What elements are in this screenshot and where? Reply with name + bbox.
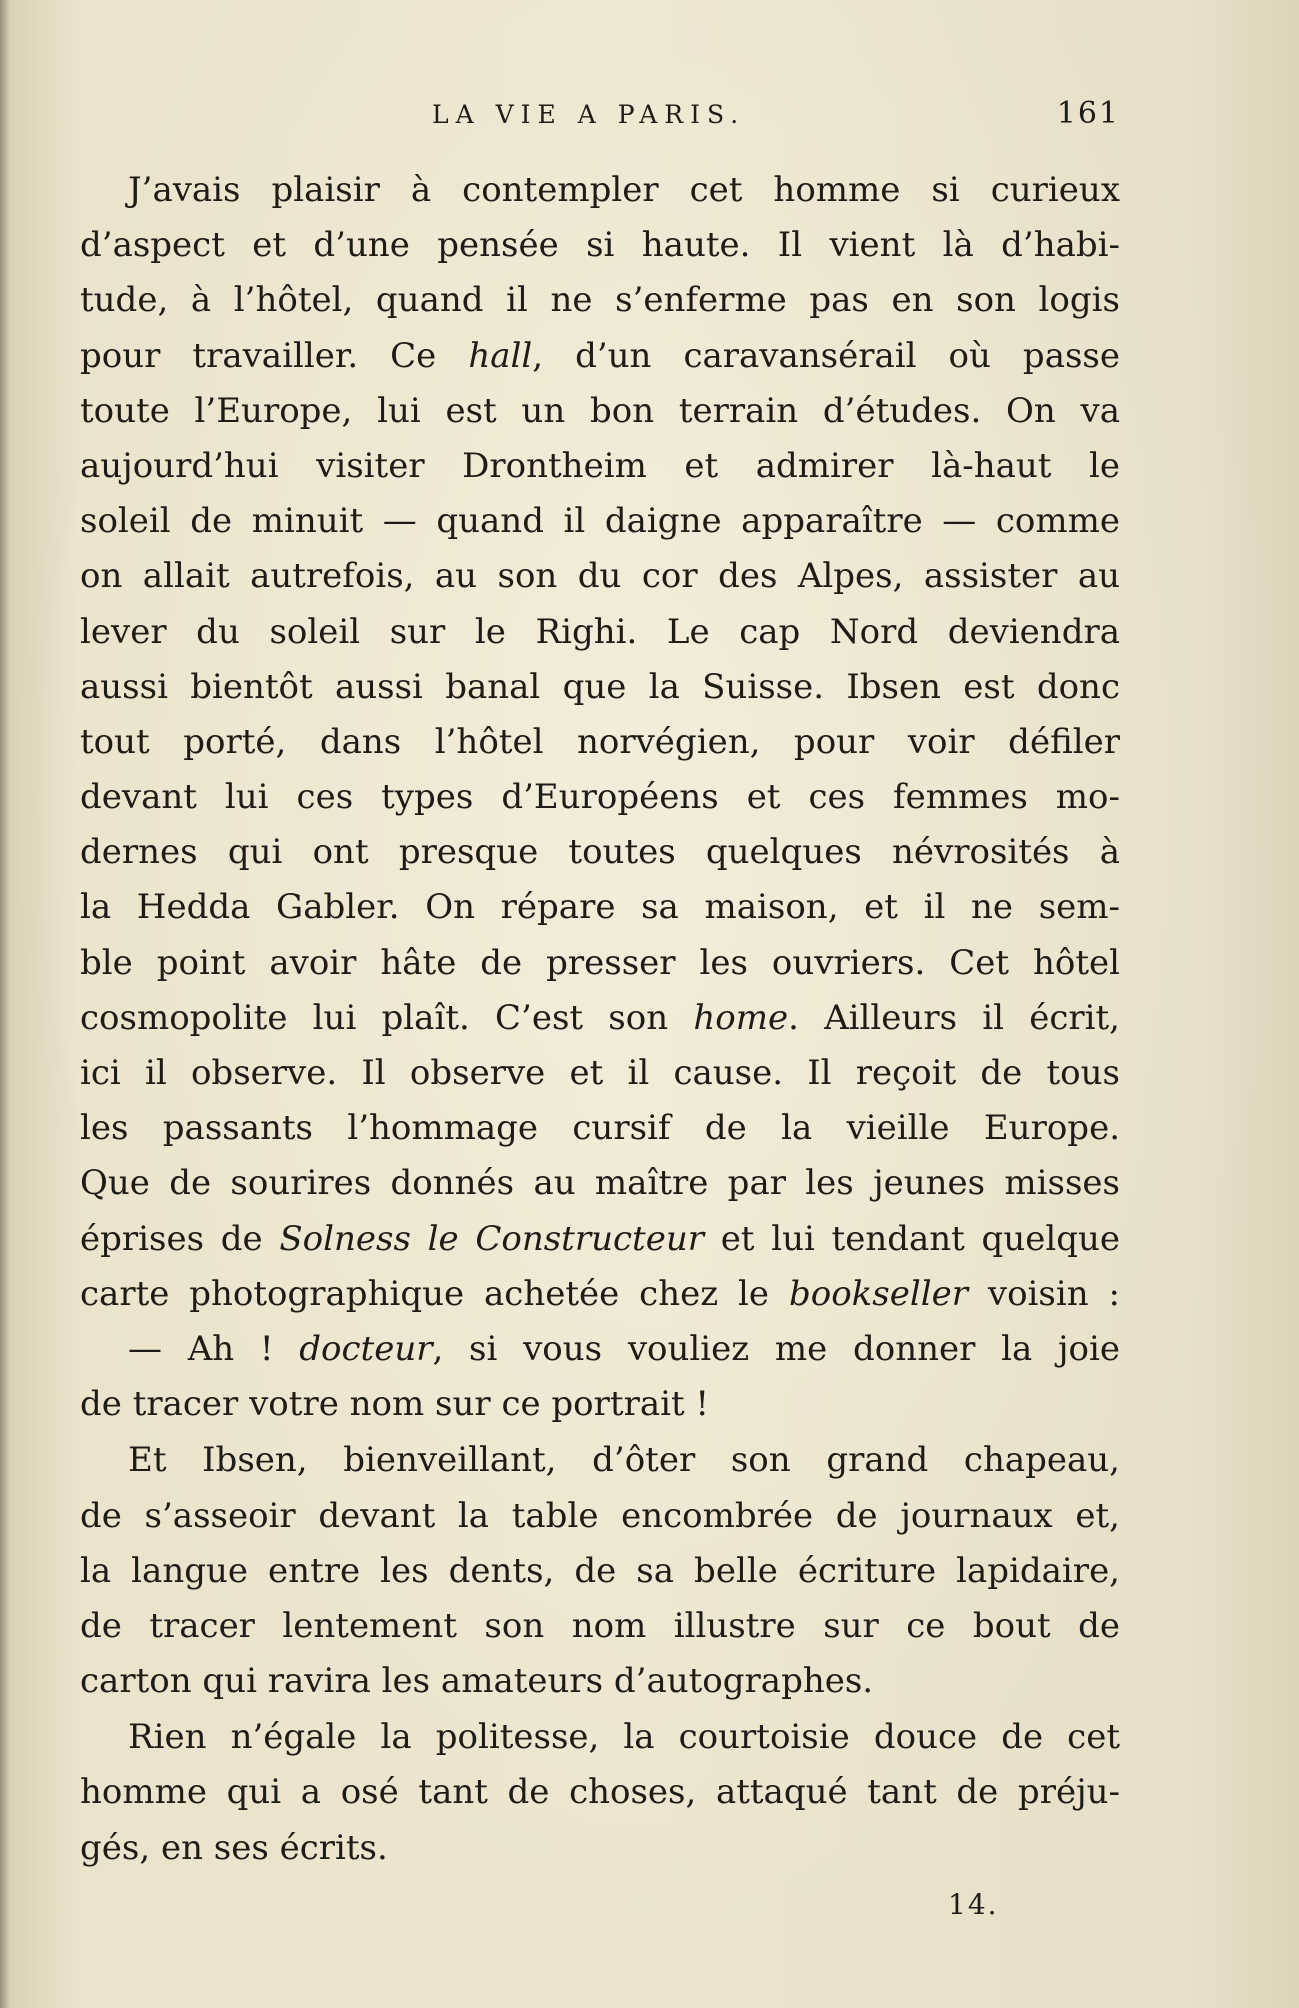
body-text <box>80 163 1120 1876</box>
text-line: aujourd’hui visiter Drontheim et admirer là-haut le <box>80 445 1120 486</box>
text-line: de tracer lentement son nom illustre sur ce bout de <box>80 1605 1120 1646</box>
text-line: aussi bientôt aussi banal que la Suisse. Ibsen est donc <box>80 666 1120 707</box>
text-line: pour travailler. Ce hall, d’un caravansérail où passe <box>80 335 1120 376</box>
text-line: homme qui a osé tant de choses, attaqué tant de préju- <box>80 1772 1120 1813</box>
text-line: Rien n’égale la politesse, la courtoisie douce de cet <box>128 1717 1120 1758</box>
text-line: cosmopolite lui plaît. C’est son home. Ailleurs il écrit, <box>80 997 1120 1038</box>
text-line: J’avais plaisir à contempler cet homme si curieux <box>128 170 1120 210</box>
text-line: ici il observe. Il observe et il cause. Il reçoit de tous <box>80 1053 1120 1093</box>
text-line: gés, en ses écrits. <box>80 1827 388 1868</box>
text-line: on allait autrefois, au son du cor des Alpes, assister au <box>80 556 1120 597</box>
text-line: la Hedda Gabler. On répare sa maison, et il ne sem- <box>80 887 1120 928</box>
text-line: la langue entre les dents, de sa belle écriture lapidaire, <box>80 1550 1120 1591</box>
text-line: les passants l’hommage cursif de la vieille Europe. <box>80 1108 1120 1149</box>
page-number: 161 <box>1056 96 1120 131</box>
text-line: de tracer votre nom sur ce portrait ! <box>80 1384 710 1425</box>
text-line: devant lui ces types d’Européens et ces femmes mo- <box>80 777 1120 818</box>
page-binding-edge <box>0 0 10 2008</box>
text-line: carte photographique achetée chez le bookseller voisin : <box>80 1273 1121 1314</box>
text-line: dernes qui ont presque toutes quelques névrosités à <box>80 832 1120 873</box>
text-line: de s’asseoir devant la table encombrée de journaux et, <box>80 1495 1120 1536</box>
text-line: lever du soleil sur le Righi. Le cap Nord deviendra <box>80 611 1120 652</box>
text-line: toute l’Europe, lui est un bon terrain d’études. On va <box>80 390 1120 431</box>
text-line: tout porté, dans l’hôtel norvégien, pour voir défiler <box>80 721 1120 762</box>
text-line: ble point avoir hâte de presser les ouvriers. Cet hôtel <box>80 942 1120 983</box>
signature-mark: 14. <box>948 1888 999 1921</box>
text-line: Que de sourires donnés au maître par les jeunes misses <box>80 1163 1120 1204</box>
running-header <box>80 96 1120 136</box>
text-line: éprises de Solness le Constructeur et lui tendant quelque <box>80 1218 1120 1259</box>
text-line: soleil de minuit — quand il daigne apparaître — comme <box>80 501 1120 542</box>
text-line: — Ah ! docteur, si vous vouliez me donner la joie <box>128 1328 1120 1369</box>
text-line: tude, à l’hôtel, quand il ne s’enferme pas en son logis <box>80 280 1120 321</box>
text-line: carton qui ravira les amateurs d’autographes. <box>80 1661 874 1702</box>
running-title: LA VIE A PARIS. <box>432 100 746 129</box>
text-line: Et Ibsen, bienveillant, d’ôter son grand chapeau, <box>128 1440 1120 1481</box>
text-line: d’aspect et d’une pensée si haute. Il vient là d’habi- <box>80 225 1120 266</box>
